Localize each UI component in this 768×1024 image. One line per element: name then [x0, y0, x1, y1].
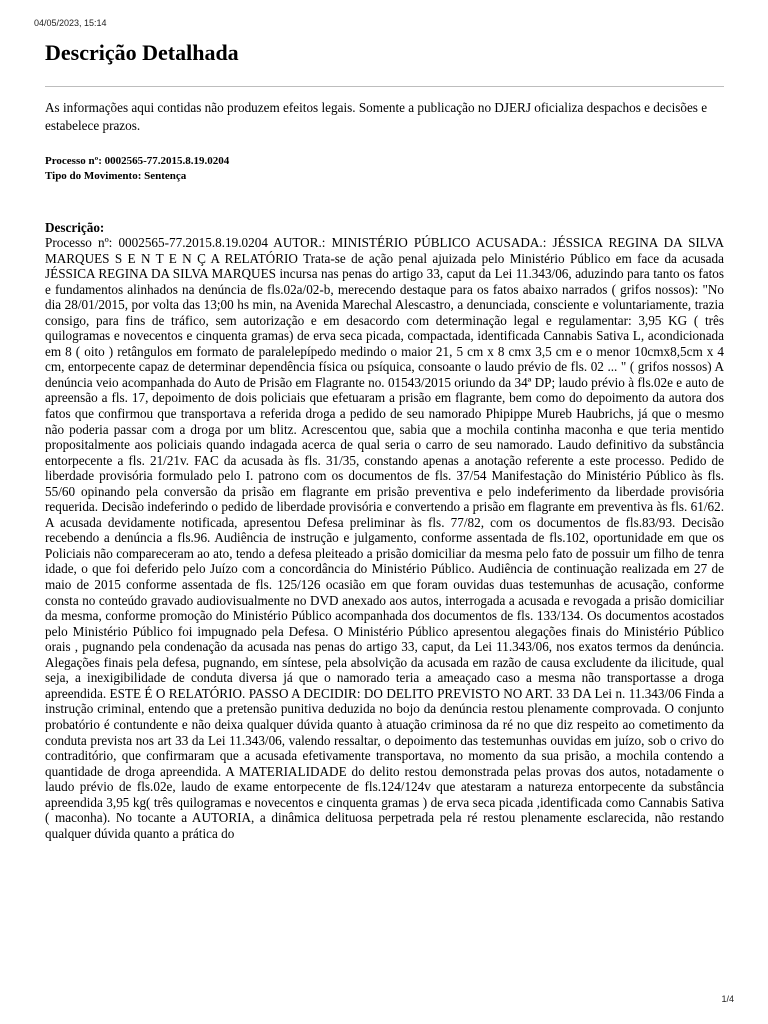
- page-number: 1/4: [721, 994, 734, 1004]
- process-number-value: 0002565-77.2015.8.19.0204: [104, 155, 230, 167]
- description-text: Processo nº: 0002565-77.2015.8.19.0204 AUTOR.: MINISTÉRIO PÚBLICO ACUSADA.: JÉSSICA REGINA DA SILVA MARQUES S E N T E N Ç A RELATÓRIO Trata-se de ação penal ajuizada pelo Ministério Público em face da acusada JÉSSICA REGINA DA SILVA MARQUES incursa nas penas do artigo 33, caput da Lei 11.343/06, aduzindo para tanto os fatos e fundamentos alinhados na denúncia de fls.02a/02-b, merecendo destaque para os fatos abaixo narrados ( grifos nossos): "No dia 28/01/2015, por volta das 13;00 hs min, na Avenida Marechal Alescastro, a denunciada, consciente e voluntariamente, trazia consigo, para fins de tráfico, sem autorização e em desacordo com determinação legal e regulamentar: 3,95 KG ( três quilogramas e novecentos e cinquenta gramas) de erva seca picada, compactada, identificada Cannabis Sativa L, acondicionada em 8 ( oito ) retângulos em formato de paralelepípedo medindo o maior 21, 5 cm x 8 cmx 3,5 cm e o menor 10cmx8,5cm x 4 cm, entorpecente capaz de determinar dependência física ou psíquica, consoante o laudo prévio de fls. 02 ... " ( grifos nossos) A denúncia veio acompanhada do Auto de Prisão em Flagrante no. 01543/2015 oriundo da 34ª DP; laudo prévio à fls.02e e auto de apreensão a fls. 17, depoimento de dois policiais que efetuaram a prisão em flagrante, bem como do depoimento da autora dos fatos que confirmou que transportava a referida droga a pedido de seu namorado Phipippe Mureb Haubrichs, já que o mesmo não poderia passar com a droga por um blitz. Acrescentou que, sabia que a mochila continha maconha e que teria mentido propositalmente aos policiais quando indagada acerca de qual seria o carro de seu namorado. Laudo definitivo da substância entorpecente a fls. 21/21v. FAC da acusada às fls. 31/35, constando apenas a anotação referente a este processo. Pedido de liberdade provisória formulado pelo I. patrono com os documentos de fls. 37/54 Manifestação do Ministério Público às fls. 55/60 opinando pela conversão da prisão em flagrante em prisão preventiva e pelo indeferimento da liberdade provisória requerida. Decisão indeferindo o pedido de liberdade provisória e convertendo a prisão em flagrante em preventiva às fls. 61/62. A acusada devidamente notificada, apresentou Defesa preliminar às fls. 77/82, com os documentos de fls.83/93. Decisão recebendo a denúncia a fls.96. Audiência de instrução e julgamento, conforme assentada de fls.102, oportunidade em que os Policiais não compareceram ao ato, tendo a defesa pleiteado a prisão domiciliar da mesma pelo fato de possuir um filho de tenra idade, o que foi deferido pelo Juízo com a concordância do Ministério Público. Audiência de continuação realizada em 27 de maio de 2015 conforme assentada de fls. 125/126 ocasião em que foram ouvidas duas testemunhas de acusação, conforme consta no conteúdo gravado audiovisualmente no DVD anexado aos autos, interrogada a acusada e revogada a prisão domiciliar da mesma, conforme promoção do Ministério Público acompanhada dos documentos de fls. 133/134. Os documentos acostados pelo Ministério Público foi impugnado pela Defesa. O Ministério Público apresentou alegações finais do Ministério Público orais , pugnando pela condenação da acusada nas penas do artigo 33, caput, da Lei 11.343/06, nos exatos termos da denúncia. Alegações finais pela defesa, pugnando, em síntese, pela absolvição da acusada em razão de causa excludente da ilicitude, qual seja, a inexigibilidade de conduta diversa já que o namorado teria a ameaçado caso a mesma não transportasse a droga apreendida. ESTE É O RELATÓRIO. PASSO A DECIDIR: DO DELITO PREVISTO NO ART. 33 DA Lei n. 11.343/06 Finda a instrução criminal, entendo que a pretensão punitiva deduzida no bojo da denúncia restou plenamente comprovada. O conjunto probatório é contundente e não deixa qualquer dúvida quanto à atuação criminosa da ré no que diz respeito ao cometimento da conduta prevista nos art 33 da Lei 11.343/06, valendo ressaltar, o depoimento das testemunhas ouvidas em juízo, sob o crivo do contraditório, que confirmaram que a acusada efetivamente transportava, no momento da sua prisão, a mochila contendo a quantidade de droga apreendida. A MATERIALIDADE do delito restou demonstrada pelas provas dos autos, notadamente o laudo prévio de fls.02e, laudo de exame entorpecente de fls.124/124v que atestaram a natureza entorpecente da substância apreendida 3,95 kg( três quilogramas e novecentos e cinquenta gramas ) de erva seca picada ,identificada como Cannabis Sativa ( maconha). No tocante a AUTORIA, a dinâmica delituosa perpetrada pela ré restou plenamente esclarecida, não restando qualquer dúvida quanto a prática do: [45, 235, 724, 841]
- legal-disclaimer: As informações aqui contidas não produzem efeitos legais. Somente a publicação no DJERJ oficializa despachos e decisões e estabelece prazos.: [45, 100, 708, 133]
- movement-type-value: Sentença: [144, 170, 187, 182]
- movement-type-label: Tipo do Movimento:: [45, 170, 142, 182]
- process-number-label: Processo nº:: [45, 155, 102, 167]
- movement-type-line: [45, 169, 229, 184]
- process-metadata: [45, 154, 229, 184]
- print-header-datetime: 04/05/2023, 15:14: [34, 18, 107, 28]
- page-title: Descrição Detalhada: [45, 40, 239, 65]
- process-number-line: [45, 154, 229, 169]
- description-label: Descrição:: [45, 220, 105, 235]
- title-divider: [45, 86, 724, 87]
